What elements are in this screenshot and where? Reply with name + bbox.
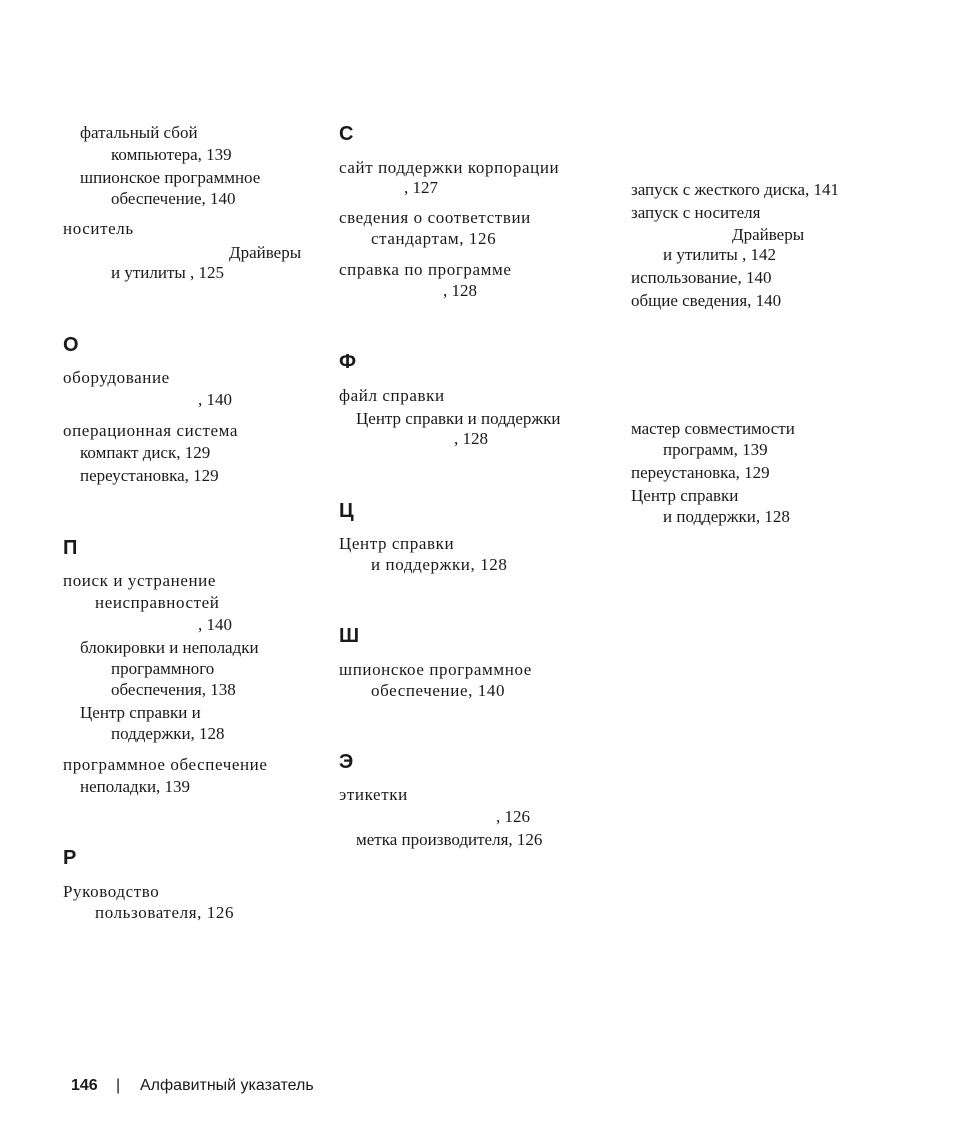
index-subentry-cont: и утилиты , 142 (663, 245, 777, 264)
index-entry: Центр справки (339, 534, 455, 553)
index-page-ref: , 140 (198, 615, 232, 634)
index-entry: операционная система (63, 421, 239, 440)
index-subentry: метка производителя, 126 (356, 830, 543, 849)
index-subentry: мастер совместимости (631, 419, 795, 438)
index-subentry: Центр справки и поддержки (356, 409, 561, 428)
index-subentry: использование, 140 (631, 268, 772, 287)
index-entry-cont: и поддержки, 128 (371, 555, 508, 574)
index-subentry: Центр справки и (80, 703, 201, 722)
index-subentry-cont: обеспечение, 140 (111, 189, 236, 208)
section-heading-r: Р (63, 847, 77, 869)
index-entry: программное обеспечение (63, 755, 268, 774)
index-subentry: Драйверы (229, 243, 302, 262)
index-subentry: общие сведения, 140 (631, 291, 782, 310)
index-entry: носитель (63, 219, 134, 238)
index-subentry: запуск с жесткого диска, 141 (631, 180, 839, 199)
section-heading-sh: Ш (339, 625, 360, 647)
index-entry-cont: обеспечение, 140 (371, 681, 506, 700)
index-entry: оборудование (63, 368, 170, 387)
index-entry: поиск и устранение (63, 571, 217, 590)
index-subentry-cont: обеспечения, 138 (111, 680, 236, 699)
index-subentry: Драйверы (732, 225, 805, 244)
index-subentry: переустановка, 129 (80, 466, 219, 485)
index-subentry-cont: и утилиты , 125 (111, 263, 225, 282)
index-entry-cont: пользователя, 126 (95, 903, 235, 922)
index-subentry-cont: программ, 139 (663, 440, 768, 459)
index-entry: шпионское программное (339, 660, 532, 679)
index-entry: сведения о соответствии (339, 208, 531, 227)
index-entry: сайт поддержки корпорации (339, 158, 560, 177)
index-entry: справка по программе (339, 260, 512, 279)
section-heading-s: С (339, 123, 354, 145)
index-subentry: компакт диск, 129 (80, 443, 211, 462)
index-entry: этикетки (339, 785, 408, 804)
section-heading-o: О (63, 334, 79, 356)
index-subentry: фатальный сбой (80, 123, 198, 142)
index-subentry: неполадки, 139 (80, 777, 191, 796)
index-entry-cont: стандартам, 126 (371, 229, 497, 248)
index-entry: файл справки (339, 386, 445, 405)
section-heading-f: Ф (339, 351, 357, 373)
index-subentry-cont: поддержки, 128 (111, 724, 225, 743)
index-page-ref: , 128 (454, 429, 488, 448)
footer-separator: | (116, 1077, 121, 1094)
index-subentry: шпионское программное (80, 168, 261, 187)
section-heading-p: П (63, 537, 78, 559)
index-page-ref: , 127 (404, 178, 438, 197)
index-subentry: переустановка, 129 (631, 463, 770, 482)
index-subentry-cont: программного (111, 659, 215, 678)
index-page-ref: , 126 (496, 807, 530, 826)
section-heading-ts: Ц (339, 500, 354, 522)
index-subentry: Центр справки (631, 486, 739, 505)
index-subentry-cont: и поддержки, 128 (663, 507, 790, 526)
footer-title: Алфавитный указатель (140, 1077, 314, 1094)
section-heading-e: Э (339, 751, 354, 773)
index-subentry-cont: компьютера, 139 (111, 145, 232, 164)
index-entry-cont: неисправностей (95, 593, 220, 612)
index-page-ref: , 140 (198, 390, 232, 409)
index-page-ref: , 128 (443, 281, 477, 300)
index-subentry: запуск с носителя (631, 203, 761, 222)
index-entry: Руководство (63, 882, 160, 901)
index-subentry: блокировки и неполадки (80, 638, 259, 657)
page-number: 146 (71, 1077, 98, 1094)
